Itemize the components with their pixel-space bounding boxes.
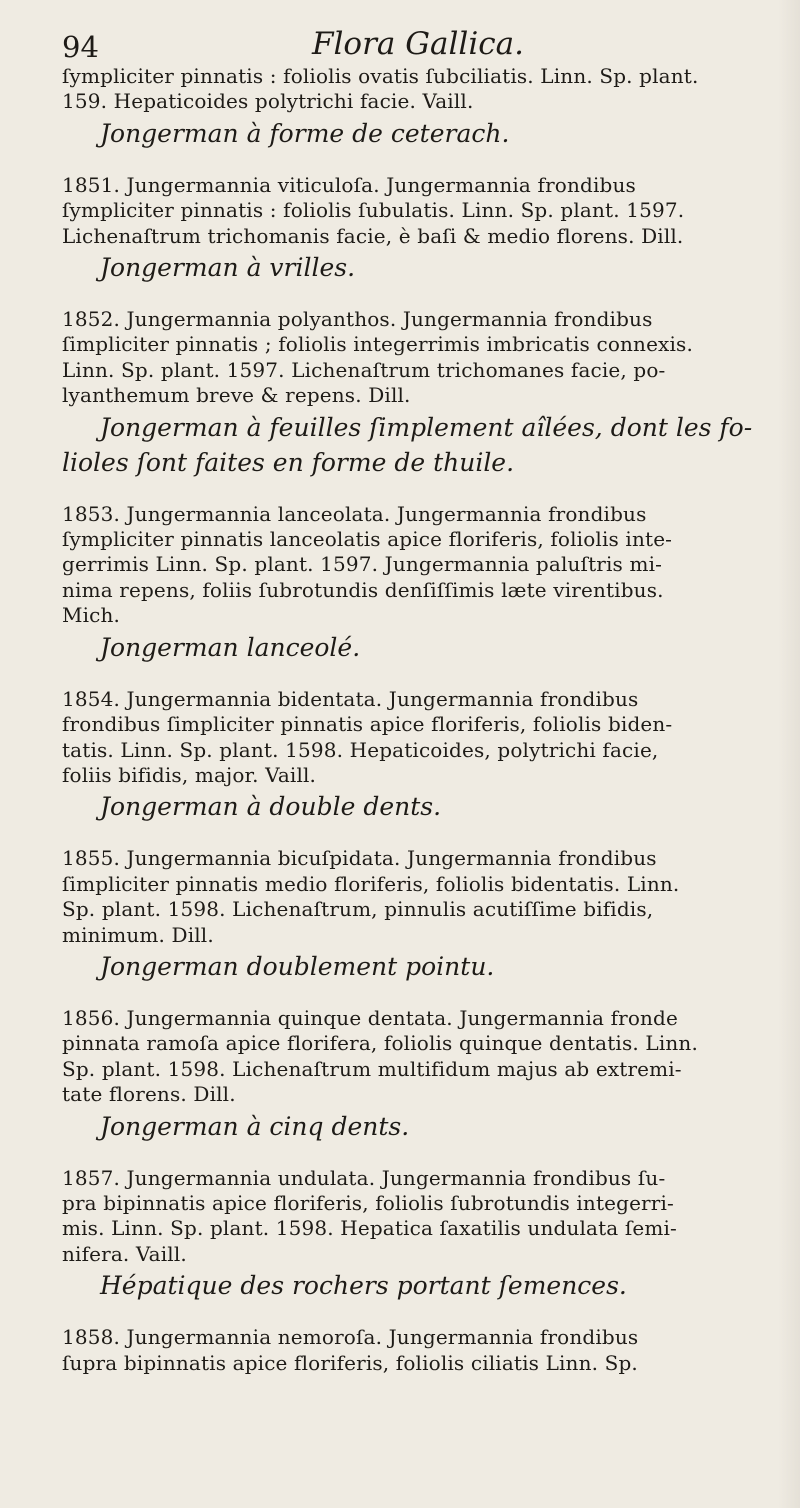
body-line: ſimpliciter pinnatis medio floriferis, foliolis bidentatis. Linn. [62, 871, 680, 896]
body-line: frondibus ſimpliciter pinnatis apice floriferis, foliolis biden- [62, 712, 673, 737]
body-line: 1854. Jungermannia bidentata. Jungermannia frondibus [62, 686, 639, 711]
french-name: Jongerman doublement pointu. [100, 951, 495, 981]
french-name: Jongerman à vrilles. [100, 253, 356, 283]
body-line: ſympliciter pinnatis : foliolis ovatis ſubciliatis. Linn. Sp. plant. [62, 64, 699, 88]
body-line: ſimpliciter pinnatis ; foliolis integerrimis imbricatis connexis. [62, 332, 693, 357]
body-line: Sp. plant. 1598. Lichenaſtrum, pinnulis acutiſſime bifidis, [62, 897, 654, 922]
entry-1851 [62, 173, 787, 284]
entry-1858 [62, 1325, 787, 1376]
french-name: Jongerman à feuilles ſimplement aîlées, dont les fo- [100, 412, 753, 442]
running-header [62, 22, 787, 64]
body-line: gerrimis Linn. Sp. plant. 1597. Jungermannia paluſtris mi- [62, 552, 663, 577]
french-name: Hépatique des rochers portant ſemences. [100, 1271, 627, 1301]
french-name: Jongerman à double dents. [100, 792, 442, 822]
french-name: Jongerman à cinq dents. [100, 1111, 410, 1141]
body-line: tate florens. Dill. [62, 1082, 236, 1107]
entry-1853 [62, 502, 787, 664]
body-line: tatis. Linn. Sp. plant. 1598. Hepaticoides, polytrichi facie, [62, 737, 659, 762]
entry-1855 [62, 846, 787, 983]
entry-1852 [62, 307, 787, 479]
page-number: 94 [62, 30, 99, 64]
body-line: 1855. Jungermannia bicuſpidata. Jungermannia frondibus [62, 846, 657, 871]
body-line: 159. Hepaticoides polytrichi facie. Vaill. [62, 89, 474, 114]
body-line: Linn. Sp. plant. 1597. Lichenaſtrum trichomanes facie, po- [62, 357, 666, 382]
body-line: 1856. Jungermannia quinque dentata. Jungermannia fronde [62, 1005, 678, 1030]
body-line: mis. Linn. Sp. plant. 1598. Hepatica ſaxatilis undulata ſemi- [62, 1216, 677, 1241]
entry-1857 [62, 1166, 787, 1303]
entry-continued [62, 64, 787, 150]
french-name: lioles ſont faites en forme de thuile. [62, 447, 515, 477]
body-line: 1852. Jungermannia polyanthos. Jungermannia frondibus [62, 307, 653, 332]
body-line: 1858. Jungermannia nemoroſa. Jungermannia frondibus [62, 1325, 639, 1350]
entry-1856 [62, 1006, 787, 1143]
body-line: lyanthemum breve & repens. Dill. [62, 383, 411, 408]
body-line: 1857. Jungermannia undulata. Jungermannia frondibus ſu- [62, 1165, 666, 1190]
body-line: pra bipinnatis apice floriferis, foliolis ſubrotundis integerri- [62, 1190, 674, 1215]
body-line: nima repens, foliis ſubrotundis denſiſſimis læte virentibus. [62, 577, 664, 602]
french-name: Jongerman lanceolé. [100, 632, 361, 662]
page-text [62, 22, 787, 1376]
body-line: Mich. [62, 603, 121, 628]
body-line: 1853. Jungermannia lanceolata. Jungermannia frondibus [62, 501, 647, 526]
body-line: nifera. Vaill. [62, 1241, 187, 1266]
body-line: pinnata ramoſa apice florifera, foliolis quinque dentatis. Linn. [62, 1031, 698, 1056]
body-line: Lichenaſtrum trichomanis facie, è baſi & medio florens. Dill. [62, 223, 684, 248]
entry-1854 [62, 687, 787, 824]
body-line: ſupra bipinnatis apice floriferis, foliolis ciliatis Linn. Sp. [62, 1350, 638, 1375]
body-line: ſympliciter pinnatis lanceolatis apice floriferis, foliolis inte- [62, 527, 673, 552]
body-line: minimum. Dill. [62, 922, 214, 947]
body-line: Sp. plant. 1598. Lichenaſtrum multifidum majus ab extremi- [62, 1056, 682, 1081]
running-title: Flora Gallica. [312, 26, 524, 62]
french-name: Jongerman à forme de ceterach. [100, 118, 510, 148]
body-line: ſympliciter pinnatis : foliolis ſubulatis. Linn. Sp. plant. 1597. [62, 198, 685, 223]
body-line: foliis bifidis, major. Vaill. [62, 762, 317, 787]
body-line: 1851. Jungermannia viticuloſa. Jungermannia frondibus [62, 172, 636, 197]
